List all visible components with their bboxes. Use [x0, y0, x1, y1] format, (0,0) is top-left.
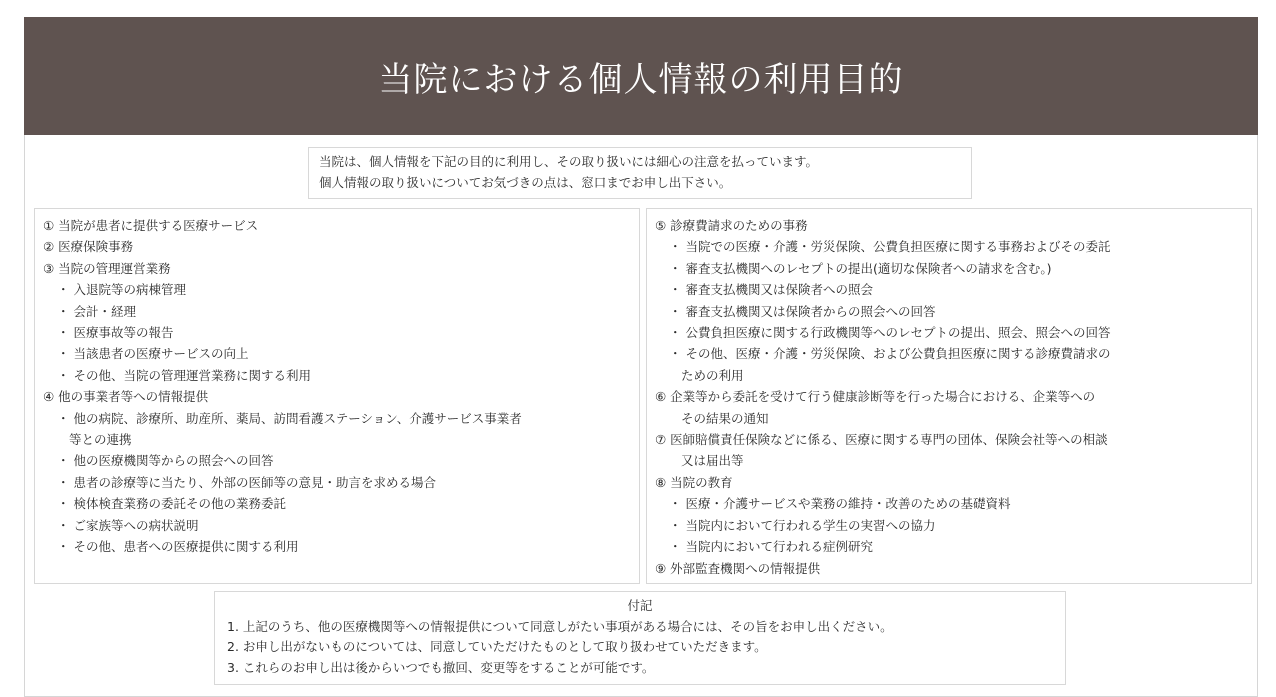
purpose-continuation: その結果の通知 [681, 410, 769, 426]
purpose-heading: ⑦ 医師賠償責任保険などに係る、医療に関する専門の団体、保険会社等への相談 [655, 432, 1108, 448]
purpose-subitem: ・ 医療事故等の報告 [57, 325, 174, 341]
purpose-heading: ⑧ 当院の教育 [655, 474, 733, 490]
purpose-subitem: ・ その他、患者への医療提供に関する利用 [57, 539, 299, 555]
purpose-heading: ⑥ 企業等から委託を受けて行う健康診断等を行った場合における、企業等への [655, 389, 1096, 405]
purpose-heading: ④ 他の事業者等への情報提供 [43, 389, 209, 405]
appendix-title: 付記 [627, 598, 653, 613]
purpose-subitem: ・ ご家族等への病状説明 [57, 517, 199, 533]
purpose-subitem: ・ 当該患者の医療サービスの向上 [57, 346, 249, 362]
purpose-subitem: ・ 他の病院、診療所、助産所、薬局、訪問看護ステーション、介護サービス事業者 [57, 410, 522, 426]
purpose-heading: ③ 当院の管理運営業務 [43, 260, 171, 276]
purpose-subitem: ・ 会計・経理 [57, 303, 136, 319]
appendix-note: 2. お申し出がないものについては、同意していただけたものとして取り扱わせていただきます。 [227, 639, 767, 654]
purpose-subitem: ・ 審査支払機関又は保険者への照会 [669, 282, 873, 298]
intro-box [308, 147, 972, 199]
purpose-subitem: ・ 公費負担医療に関する行政機関等へのレセプトの提出、照会、照会への回答 [669, 325, 1111, 341]
purpose-continuation: 等との連携 [69, 432, 132, 448]
title-banner [24, 17, 1258, 135]
purpose-subitem: ・ 審査支払機関へのレセプトの提出(適切な保険者への請求を含む。) [669, 260, 1052, 276]
appendix-box [214, 591, 1066, 685]
page-title: 当院における個人情報の利用目的 [378, 59, 904, 100]
purpose-subitem: ・ 他の医療機関等からの照会への回答 [57, 453, 274, 469]
purpose-subitem: ・ 審査支払機関又は保険者からの照会への回答 [669, 303, 936, 319]
intro-line: 個人情報の取り扱いについてお気づきの点は、窓口までお申し出下さい。 [319, 175, 732, 190]
purpose-list-right [646, 208, 1252, 584]
purpose-subitem: ・ 患者の診療等に当たり、外部の医師等の意見・助言を求める場合 [57, 474, 436, 490]
purpose-continuation: 又は届出等 [681, 453, 744, 469]
purpose-subitem: ・ 入退院等の病棟管理 [57, 282, 186, 298]
purpose-subitem: ・ 当院内において行われる症例研究 [669, 539, 873, 555]
purpose-heading: ② 医療保険事務 [43, 239, 134, 255]
purpose-subitem: ・ 医療・介護サービスや業務の維持・改善のための基礎資料 [669, 496, 1011, 512]
purpose-subitem: ・ 当院での医療・介護・労災保険、公費負担医療に関する事務およびその委託 [669, 239, 1111, 255]
appendix-note: 3. これらのお申し出は後からいつでも撤回、変更等をすることが可能です。 [227, 659, 655, 675]
purpose-heading: ① 当院が患者に提供する医療サービス [43, 218, 259, 233]
purpose-subitem: ・ 検体検査業務の委託その他の業務委託 [57, 496, 286, 512]
purpose-subitem: ・ その他、医療・介護・労災保険、および公費負担医療に関する診療費請求の [669, 346, 1111, 362]
intro-line: 当院は、個人情報を下記の目的に利用し、その取り扱いには細心の注意を払っています。 [319, 154, 819, 169]
appendix-note: 1. 上記のうち、他の医療機関等への情報提供について同意しがたい事項がある場合には、その旨をお申し出ください。 [227, 618, 893, 634]
purpose-heading: ⑤ 診療費請求のための事務 [655, 218, 808, 233]
purpose-subitem: ・ 当院内において行われる学生の実習への協力 [669, 517, 936, 533]
purpose-heading: ⑨ 外部監査機関への情報提供 [655, 560, 821, 576]
purpose-continuation: ための利用 [681, 367, 744, 383]
purpose-subitem: ・ その他、当院の管理運営業務に関する利用 [57, 367, 311, 383]
purpose-list-left [34, 208, 640, 584]
